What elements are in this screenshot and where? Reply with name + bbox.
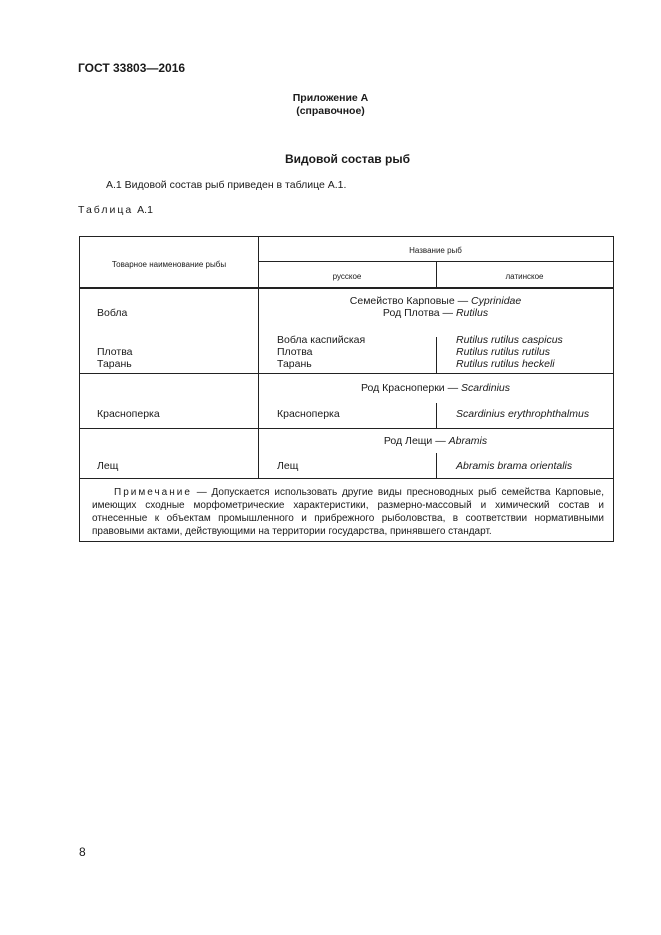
header-trade-name: Товарное наименование рыбы — [111, 260, 227, 269]
genus-latin: Rutilus — [455, 307, 489, 319]
ru-plotva: Плотва — [277, 346, 313, 358]
note-label: Примечание — [114, 487, 192, 498]
lat-rutilus: Rutilus rutilus rutilus — [456, 346, 550, 358]
ru-taran: Тарань — [277, 358, 312, 370]
table-caption — [78, 204, 153, 216]
section-title: Видовой состав рыб — [284, 152, 411, 166]
trade-plotva: Плотва — [97, 346, 133, 358]
family-latin: Cyprinidae — [471, 295, 522, 307]
row-line-1 — [80, 373, 613, 374]
header-russian: русское — [332, 272, 362, 281]
note-text: — Допускается использовать другие виды пресноводных рыб семейства Карповые, имеющих сходные морфометрические характеристики, размерно-массовый и химический состав и отнесенные к объектам промышленного и прибрежного рыболовства, в соответствии нормативными правовыми актами, действующими на территории государства, принявшего стандарт. — [92, 487, 604, 537]
genus-label: Род Плотва — — [382, 307, 456, 319]
ru-krasnoperka: Красноперка — [277, 408, 340, 420]
genus-label: Род Красноперки — — [360, 382, 461, 394]
lat-scardinius: Scardinius erythrophthalmus — [456, 408, 590, 420]
lat-abramis: Abramis brama orientalis — [456, 460, 573, 472]
standard-number: ГОСТ 33803—2016 — [78, 61, 186, 75]
col-divider-g2 — [436, 403, 437, 428]
row-line-2 — [80, 428, 613, 429]
trade-krasnoperka: Красноперка — [97, 408, 160, 420]
intro-paragraph: А.1 Видовой состав рыб приведен в таблице А.1. — [106, 179, 347, 191]
table-note — [92, 486, 604, 538]
genus-label: Род Лещи — — [383, 435, 449, 447]
genus-rutilus — [258, 307, 613, 319]
ru-leshch: Лещ — [277, 460, 299, 472]
table-caption-label: Таблица — [78, 204, 134, 216]
header-latin: латинское — [505, 272, 544, 281]
species-table — [79, 236, 614, 542]
col-divider-g3 — [436, 453, 437, 478]
genus-scardinius — [258, 382, 613, 394]
genus-latin: Scardinius — [461, 382, 511, 394]
header-bottom-line — [80, 287, 613, 289]
appendix-subtitle: (справочное) — [296, 105, 365, 117]
page-number: 8 — [79, 845, 86, 859]
appendix-title: Приложение А — [292, 92, 369, 104]
ru-vobla-kaspiyskaya: Вобла каспийская — [277, 334, 366, 346]
family-label: Семейство Карповые — — [349, 295, 472, 307]
lat-caspicus: Rutilus rutilus caspicus — [456, 334, 563, 346]
note-line — [80, 478, 613, 479]
table-caption-number: А.1 — [137, 204, 153, 216]
family-cyprinidae — [258, 295, 613, 307]
trade-leshch: Лещ — [97, 460, 119, 472]
trade-vobla: Вобла — [97, 307, 128, 319]
genus-latin: Abramis — [448, 435, 488, 447]
appendix-heading — [0, 92, 661, 118]
lat-heckeli: Rutilus rutilus heckeli — [456, 358, 555, 370]
col-divider-g1 — [436, 337, 437, 373]
trade-taran: Тарань — [97, 358, 132, 370]
header-split-line — [258, 261, 613, 262]
genus-abramis — [258, 435, 613, 447]
header-fish-names: Название рыб — [409, 246, 462, 255]
